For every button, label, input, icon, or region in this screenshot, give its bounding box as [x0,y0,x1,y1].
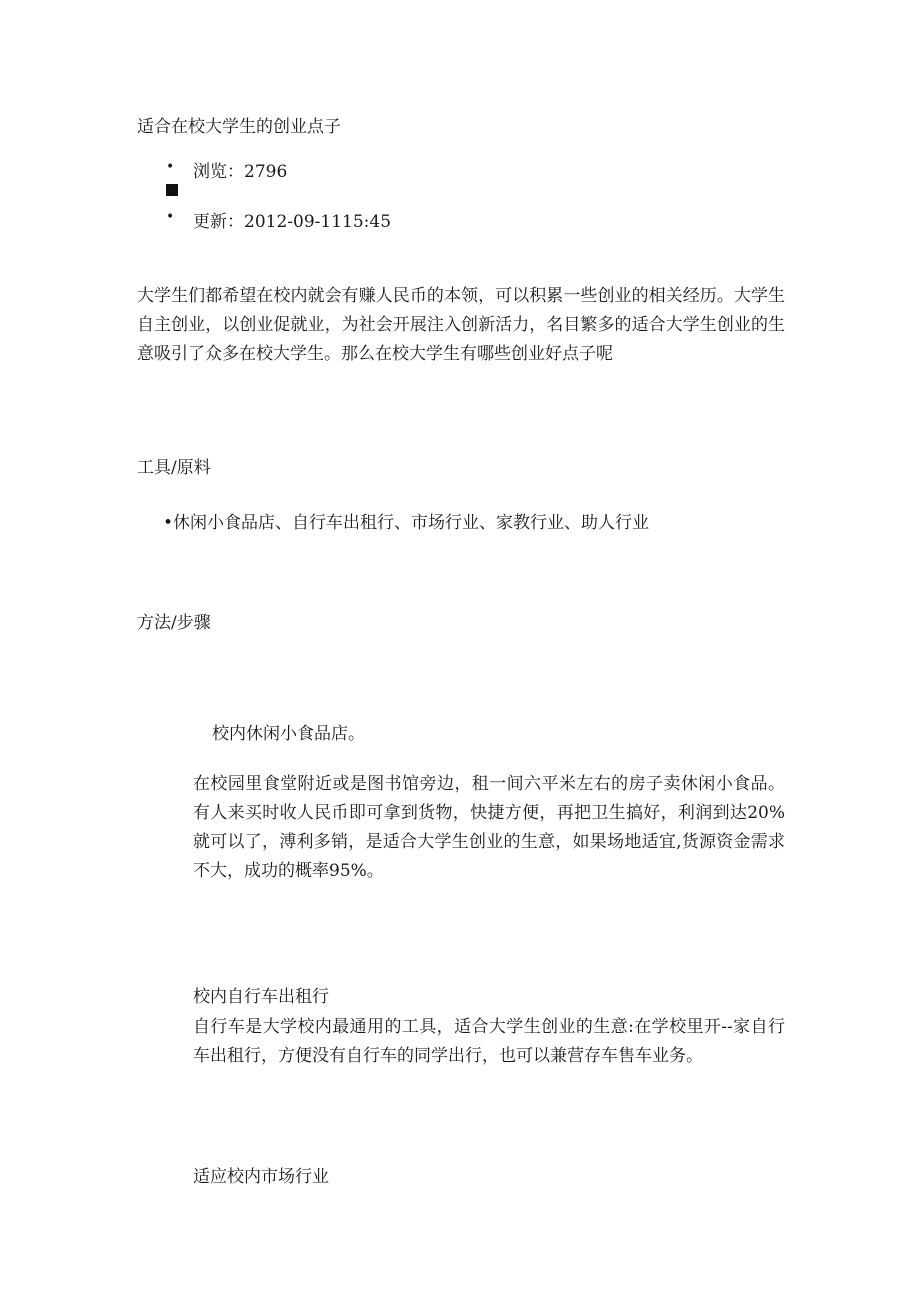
square-bullet-icon [166,184,178,196]
article-title: 适合在校大学生的创业点子 [137,117,341,137]
step-title: 适应校内市场行业 [193,1167,329,1187]
step-text: 自行车是大学校内最通用的工具，适合大学生创业的生意:在学校里开--家自行车出租行，方便没有自行车的同学出行，也可以兼营存车售车业务。 [193,1017,785,1066]
bullet-dot-icon: • [166,159,175,175]
update-time: 更新：2012-09-1115:45 [193,212,392,232]
tools-heading: 工具/原料 [137,458,211,478]
intro-paragraph: 大学生们都希望在校内就会有赚人民币的本领，可以积累一些创业的相关经历。大学生自主创业，以创业促就业，为社会开展注入创新活力，名目繁多的适合大学生创业的生意吸引了众多在校大学生。那么在校大学生有哪些创业好点子呢 [137,286,785,364]
step-title: 校内自行车出租行 [193,987,329,1007]
step-text: 在校园里食堂附近或是图书馆旁边，租一间六平米左右的房子卖休闲小食品。有人来买时收人民币即可拿到货物，快捷方便，再把卫生搞好，利润到达20%就可以了，溥利多销，是适合大学生创业的生意，如果场地适宜,货源资金需求不大，成功的概率95%。 [193,774,785,881]
step-title: 校内休闲小食品店。 [212,724,365,744]
steps-heading: 方法/步骤 [137,613,211,633]
bullet-dot-icon: • [166,209,175,225]
view-count: 浏览：2796 [193,162,288,182]
tools-list-item: •休闲小食品店、自行车出租行、市场行业、家教行业、助人行业 [163,513,650,533]
